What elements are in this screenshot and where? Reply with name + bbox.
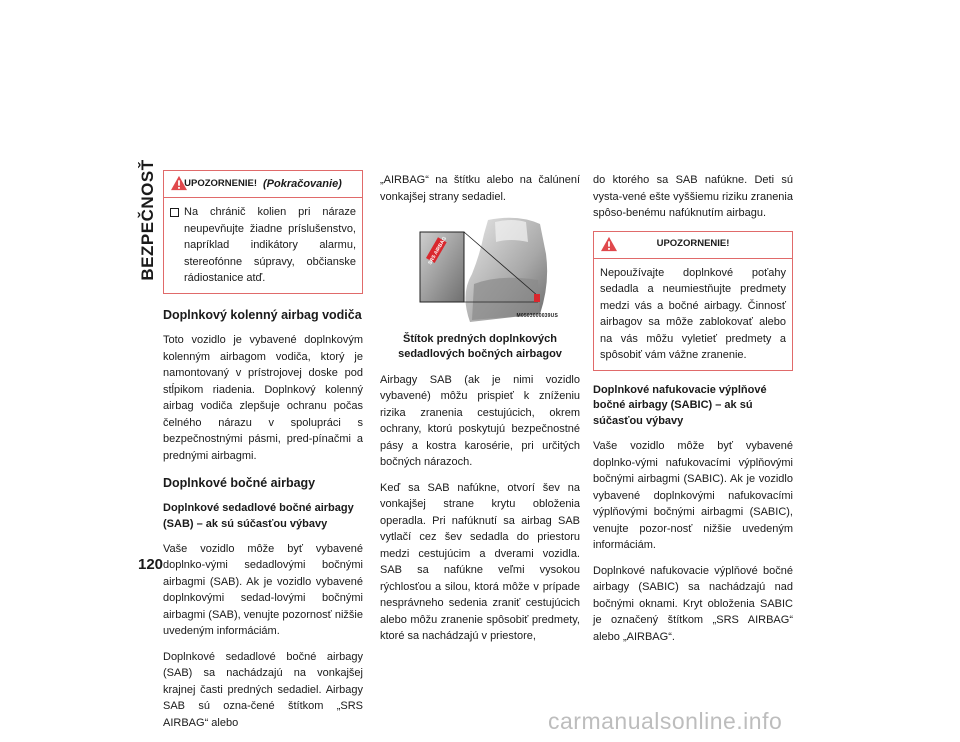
warning-body-text: Nepoužívajte doplnkové poťahy sedadla a neumiestňujte predmety medzi vás a bočné airbagy. Činnosť airbagov sa môže zablokovať alebo na vás môžu vyletieť predmety a spôsobiť vám vážne zranenie. [600, 266, 786, 361]
warning-header [594, 232, 792, 259]
warning-body [164, 198, 362, 293]
heading-knee-airbag: Doplnkový kolenný airbag vodiča [163, 307, 362, 322]
column-middle [380, 172, 580, 654]
watermark: carmanualsonline.info [548, 708, 783, 734]
warning-box [593, 231, 793, 371]
paragraph-sab-location: Doplnkové sedadlové bočné airbagy (SAB) sa nachádzajú na vonkajšej krajnej časti predných sedadiel. Airbagy SAB sú ozna-čené štítkom „SRS AIRBAG“ alebo [163, 650, 363, 729]
warning-subtitle: (Pokračovanie) [262, 177, 342, 190]
paragraph-children-risk: do ktorého sa SAB nafúkne. Deti sú vysta-vené ešte vyššiemu riziku zranenia spôso-benému nafúknutím airbagu. [593, 174, 793, 219]
warning-title: UPOZORNENIE! [656, 238, 730, 250]
column-left [163, 170, 363, 740]
warning-triangle-icon [170, 175, 188, 191]
paragraph-sab-benefit: Airbagy SAB (ak je nimi vozidlo vybavené) môžu prispieť k zníženiu rizika zranenia cestujúcich, okrem ochrany, ktorú poskytujú bezpečnostné pásy a kostra karosérie, pri určitých bočných nárazoch. [380, 373, 580, 469]
warning-body [594, 259, 792, 370]
page-number: 120 [138, 556, 164, 573]
warning-box-continued [163, 170, 363, 294]
heading-side-airbags: Doplnkové bočné airbagy [163, 476, 316, 491]
paragraph-sab-intro: Vaše vozidlo môže byť vybavené doplnko-vými sedadlovými bočnými airbagmi (SAB). Ak je vozidlo vybavené doplnkovými sedad-lovými bočnými airbagmi (SAB), venujte pozornosť nižšie uvedeným informáciám. [163, 542, 363, 638]
paragraph-sabic-intro: Vaše vozidlo môže byť vybavené doplnko-vými nafukovacími výplňovými bočnými airbagmi (SABIC). Ak je vozidlo vybavené doplnkovými nafukovacími výplňovými bočnými airbagmi (SABIC), venujte pozor-nosť nižšie uvedeným informáciám. [593, 440, 793, 552]
subheading-sab: Doplnkové sedadlové bočné airbagy (SAB) – ak sú súčasťou výbavy [163, 502, 354, 530]
checkbox-bullet-icon [170, 208, 179, 217]
warning-bullet-text: Na chránič kolien pri náraze neupevňujte žiadne príslušenstvo, napríklad indikátory alarmu, stereofónne súpravy, občianske rádiostanice atď. [184, 206, 356, 284]
warning-title: UPOZORNENIE! [184, 177, 257, 189]
srs-airbag-label-text: SRS AIRBAG [427, 235, 449, 266]
figure-code: M0503000039US [516, 312, 558, 319]
paragraph-airbag-label: „AIRBAG“ na štítku alebo na čalúnení vonkajšej strany sedadiel. [380, 174, 580, 203]
paragraph-sabic-location: Doplnkové nafukovacie výplňové bočné airbagy (SABIC) sa nachádzajú nad bočnými oknami. Kryt obloženia SABIC je označený štítkom „SRS AIRBAG“ alebo „AIRBAG“. [593, 564, 793, 643]
section-label-text: BEZPEČNOSŤ [138, 159, 157, 281]
warning-header [164, 171, 362, 198]
seat-label-figure [400, 214, 560, 326]
paragraph-knee-airbag: Toto vozidlo je vybavené doplnkovým kolenným airbagom vodiča, ktorý je namontovaný v prístrojovej doske pod stĺpikom riadenia. Doplnkový kolenný airbag vodiča zlepšuje ochranu počas čelného nárazu v spolupráci s bezpečnostnými pásmi, pred-pínačmi a prednými airbagmi. [163, 334, 363, 462]
section-side-label [136, 160, 160, 280]
heading-sabic: Doplnkové nafukovacie výplňové bočné airbagy (SABIC) – ak sú súčasťou výbavy [593, 383, 767, 428]
column-right [593, 172, 793, 654]
seat-illustration [400, 214, 560, 326]
paragraph-sab-deploy: Keď sa SAB nafúkne, otvorí šev na vonkajšej strane krytu obloženia operadla. Pri nafúknutí sa airbag SAB vytlačí cez šev sedadla do priestoru medzi cestujúcim a dverami vozidla. SAB sa nafúkne veľmi vysokou rýchlosťou a silou, ktorá môže v prípade nesprávneho sedenia zraniť cestujúcich alebo môžu zranenie spôsobiť predmety, ktoré sa nachádzajú v priestore, [380, 481, 580, 643]
warning-triangle-icon [600, 236, 618, 252]
warning-bullet [170, 204, 356, 287]
figure-caption: Štítok predných doplnkových sedadlových bočných airbagov [398, 333, 562, 360]
